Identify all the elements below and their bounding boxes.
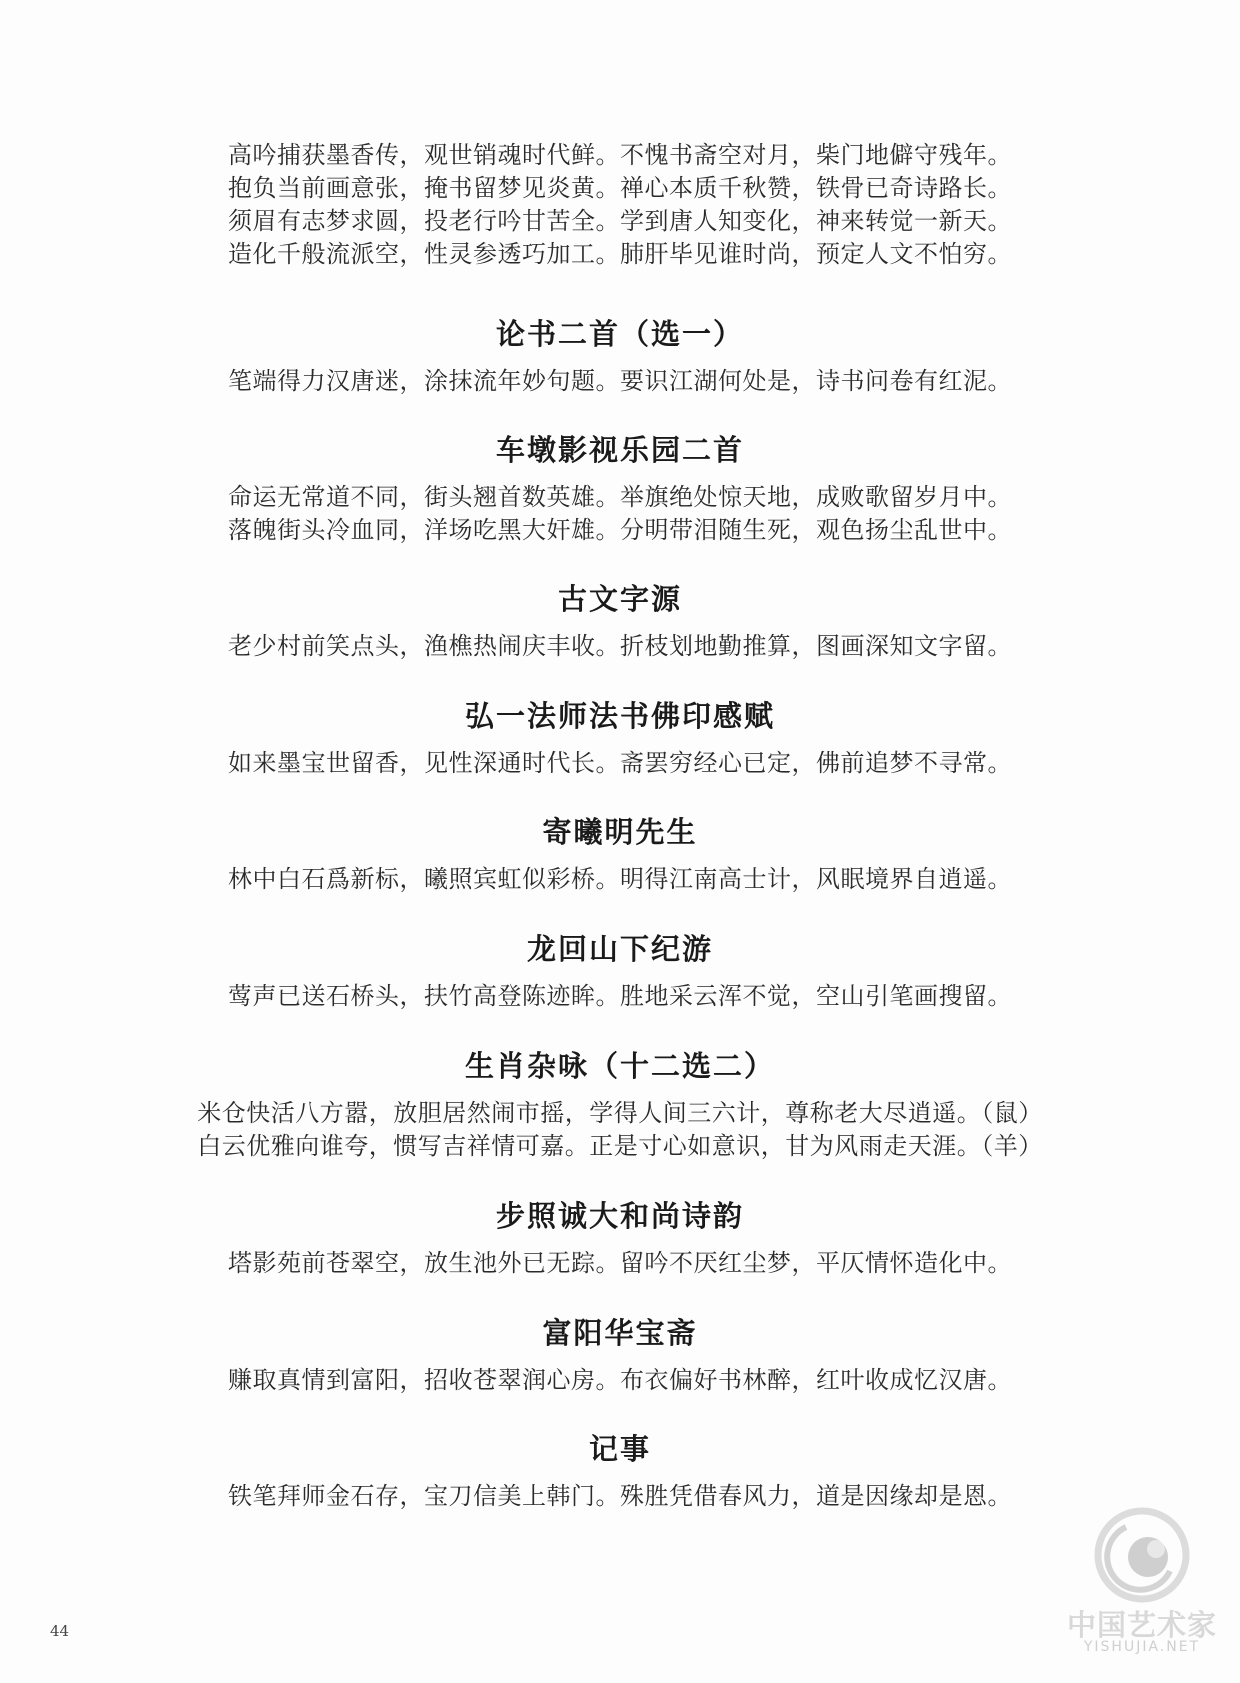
poem-title: 寄曦明先生 bbox=[542, 815, 698, 849]
poem-line: 林中白石爲新标，曦照宾虹似彩桥。明得江南高士计，风眠境界自逍遥。 bbox=[228, 865, 1012, 893]
poem-line: 米仓快活八方嚣，放胆居然闹市摇，学得人间三六计，尊称老大尽逍遥。（鼠） bbox=[197, 1099, 1043, 1127]
page-number: 44 bbox=[50, 1622, 70, 1640]
poem-line: 白云优雅向谁夸，惯写吉祥情可嘉。正是寸心如意识，甘为风雨走天涯。（羊） bbox=[197, 1132, 1043, 1160]
poem-line: 如来墨宝世留香，见性深通时代长。斋罢穷经心已定，佛前追梦不寻常。 bbox=[228, 749, 1012, 777]
poem-line: 铁笔拜师金石存，宝刀信美上韩门。殊胜凭借春风力，道是因缘却是恩。 bbox=[228, 1482, 1012, 1510]
poem-line: 笔端得力汉唐迷，涂抹流年妙句题。要识江湖何处是，诗书问卷有红泥。 bbox=[228, 367, 1012, 395]
poem-line: 落魄街头冷血同，洋场吃黑大奸雄。分明带泪随生死，观色扬尘乱世中。 bbox=[228, 516, 1012, 544]
crescent-circle-logo-icon bbox=[1092, 1505, 1192, 1605]
poem-title: 富阳华宝斋 bbox=[542, 1316, 698, 1350]
watermark-cn-text: 中国艺术家 bbox=[1066, 1608, 1217, 1642]
intro-line: 须眉有志梦求圆，投老行吟甘苦全。学到唐人知变化，神来转觉一新天。 bbox=[228, 207, 1012, 235]
poem-line: 莺声已送石桥头，扶竹高登陈迹眸。胜地采云浑不觉，空山引笔画搜留。 bbox=[228, 982, 1012, 1010]
poem-title: 古文字源 bbox=[557, 582, 682, 616]
watermark-en-text: YISHUJIA.NET bbox=[1083, 1639, 1201, 1655]
poem-title: 弘一法师法书佛印感赋 bbox=[464, 699, 775, 733]
intro-line: 高吟捕获墨香传，观世销魂时代鲜。不愧书斋空对月，柴门地僻守残年。 bbox=[228, 141, 1012, 169]
poem-title: 车墩影视乐园二首 bbox=[495, 433, 744, 467]
poem-title: 记事 bbox=[588, 1432, 651, 1466]
intro-line: 抱负当前画意张，掩书留梦见炎黄。禅心本质千秋赞，铁骨已奇诗路长。 bbox=[228, 174, 1012, 202]
site-watermark bbox=[1062, 1505, 1222, 1675]
poem-line: 塔影苑前苍翠空，放生池外已无踪。留吟不厌红尘梦，平仄情怀造化中。 bbox=[228, 1249, 1012, 1277]
poem-title: 龙回山下纪游 bbox=[526, 932, 713, 966]
poem-title: 步照诚大和尚诗韵 bbox=[495, 1199, 744, 1233]
poem-title: 论书二首（选一） bbox=[495, 317, 744, 351]
intro-line: 造化千般流派空，性灵参透巧加工。肺肝毕见谁时尚，预定人文不怕穷。 bbox=[228, 240, 1012, 268]
poem-line: 赚取真情到富阳，招收苍翠润心房。布衣偏好书林醉，红叶收成忆汉唐。 bbox=[228, 1366, 1012, 1394]
poem-title: 生肖杂咏（十二选二） bbox=[464, 1049, 775, 1083]
poem-line: 老少村前笑点头，渔樵热闹庆丰收。折枝划地勤推算，图画深知文字留。 bbox=[228, 632, 1012, 660]
poem-line: 命运无常道不同，街头翘首数英雄。举旗绝处惊天地，成败歌留岁月中。 bbox=[228, 483, 1012, 511]
